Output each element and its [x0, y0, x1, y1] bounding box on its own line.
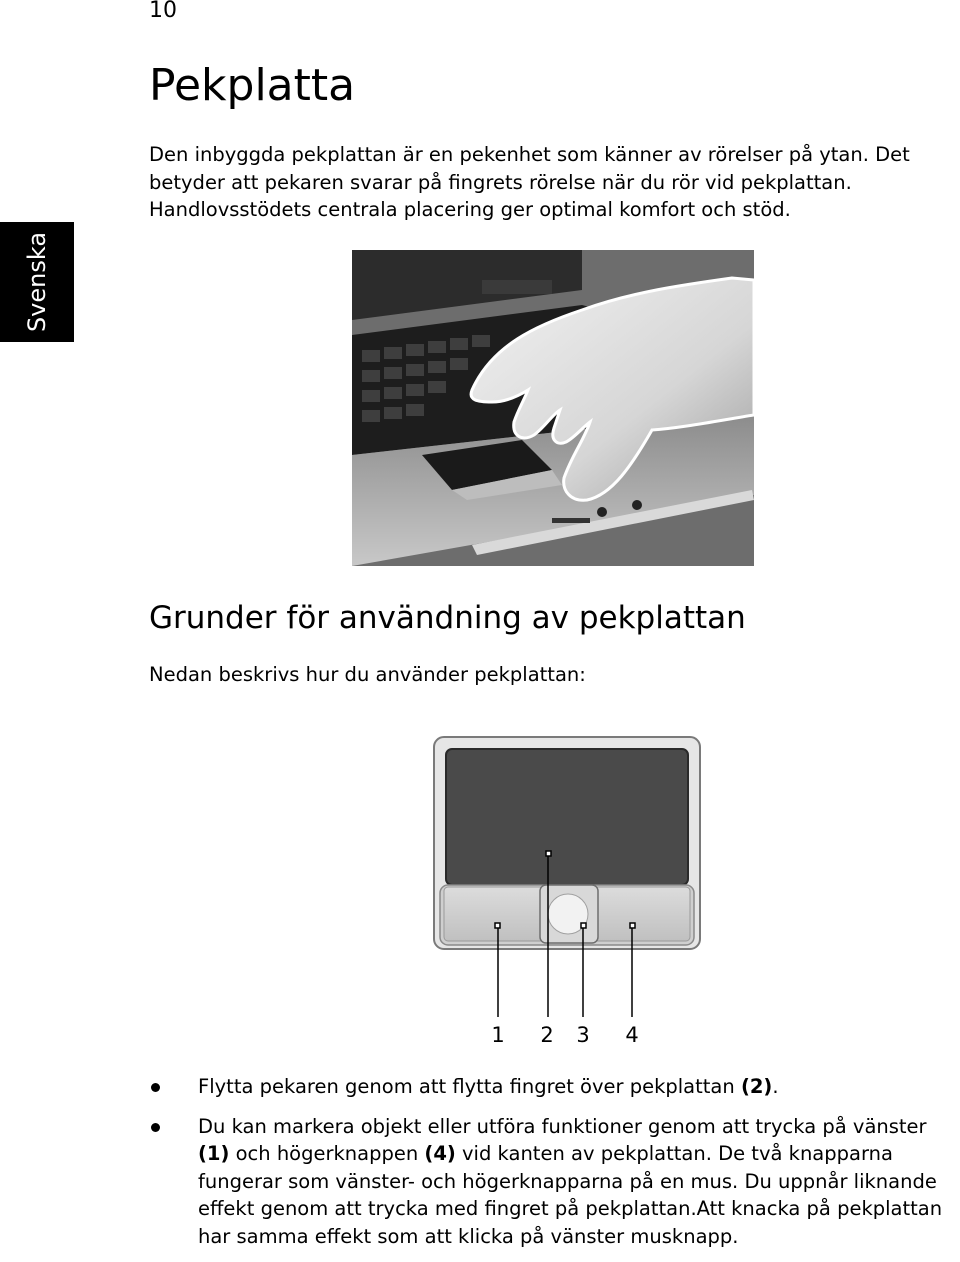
right-button [588, 887, 690, 941]
callout-2: 2 [540, 1023, 554, 1047]
page-number: 10 [149, 0, 177, 23]
touchpad-diagram [432, 735, 704, 1055]
laptop-touchpad-photo [352, 250, 754, 566]
list-item: Flytta pekaren genom att flytta fingret över pekplattan (2). [149, 1073, 960, 1101]
callout-marker-2 [546, 851, 551, 856]
left-button [444, 887, 546, 941]
page-title: Pekplatta [149, 60, 356, 111]
callout-1: 1 [491, 1023, 505, 1047]
callout-3: 3 [576, 1023, 590, 1047]
touchpad-surface [446, 749, 688, 885]
language-tab [0, 222, 74, 342]
callout-marker-1 [495, 923, 500, 928]
bullet-icon [151, 1083, 160, 1092]
callout-marker-3 [581, 923, 586, 928]
usage-list [149, 1073, 960, 1262]
bullet-icon [151, 1123, 160, 1132]
list-item: Du kan markera objekt eller utföra funktioner genom att trycka på vänster (1) och högerknappen (4) vid kanten av pekplattan. De två knapparna fungerar som vänster- och högerknapparna på en mus. Du uppnår liknande effekt genom att trycka med fingret på pekplattan.Att knacka på pekplattan har samma effekt som att klicka på vänster musknapp. [149, 1113, 960, 1251]
callout-marker-4 [630, 923, 635, 928]
section-intro: Nedan beskrivs hur du använder pekplattan: [149, 663, 586, 686]
section-title: Grunder för användning av pekplattan [149, 600, 746, 636]
language-tab-label: Svenska [23, 231, 52, 333]
intro-paragraph: Den inbyggda pekplattan är en pekenhet som känner av rörelser på ytan. Det betyder att pekaren svarar på fingrets rörelse när du rör vid pekplattan. Handlovsstödets centrala placering ger optimal komfort och stöd. [149, 143, 910, 221]
callout-4: 4 [625, 1023, 639, 1047]
